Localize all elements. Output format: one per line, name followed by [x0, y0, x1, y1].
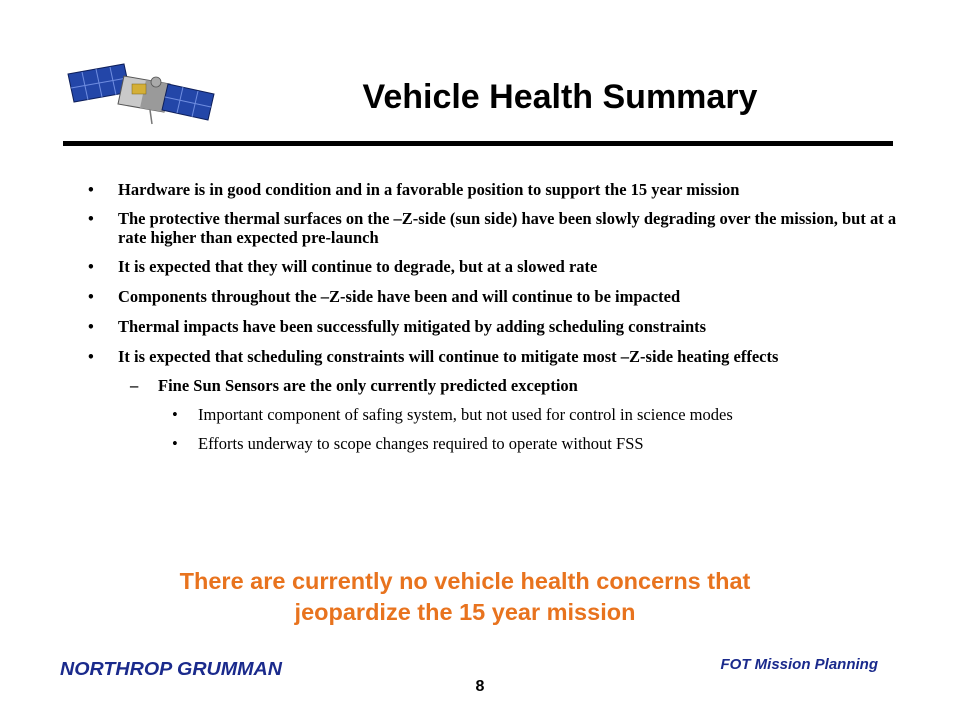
satellite-body	[118, 76, 170, 124]
bullet-marker: –	[130, 376, 139, 395]
conclusion-text	[100, 566, 830, 628]
bullet-marker: •	[172, 405, 178, 424]
bullet-list	[80, 180, 900, 453]
bullet-text: It is expected that scheduling constraints will continue to mitigate most –Z-side heating effects	[118, 347, 779, 366]
bullet-item	[80, 317, 900, 336]
bullet-text: Hardware is in good condition and in a favorable position to support the 15 year mission	[118, 180, 740, 199]
bullet-item	[80, 257, 900, 276]
bullet-item	[80, 209, 900, 247]
slide-title: Vehicle Health Summary	[362, 78, 758, 116]
page-number: 8	[475, 678, 485, 695]
conclusion-line-1: There are currently no vehicle health concerns that	[179, 568, 751, 594]
bullet-item	[80, 287, 900, 306]
bullet-marker: •	[172, 434, 178, 453]
bullet-item	[80, 180, 900, 199]
sub-sub-bullet-item	[80, 405, 900, 424]
bullet-text: Important component of safing system, but not used for control in science modes	[198, 405, 733, 424]
bullet-marker: •	[88, 180, 94, 199]
bullet-item	[80, 347, 900, 366]
bullet-marker: •	[88, 347, 94, 366]
logo-text: NORTHROP GRUMMAN	[60, 659, 284, 679]
bullet-marker: •	[88, 209, 94, 228]
title-divider	[63, 141, 893, 146]
bullet-text: The protective thermal surfaces on the –Z-side (sun side) have been slowly degrading over the mission, but at a rate higher than expected pre-launch	[118, 209, 897, 247]
sub-sub-bullet-item	[80, 434, 900, 453]
bullet-text: Fine Sun Sensors are the only currently predicted exception	[158, 376, 578, 395]
footer-label: FOT Mission Planning	[720, 656, 878, 673]
bullet-marker: •	[88, 257, 94, 276]
solar-panel-right	[162, 84, 214, 120]
northrop-grumman-logo	[58, 656, 286, 680]
bullet-text: Efforts underway to scope changes required to operate without FSS	[198, 434, 644, 453]
satellite-image	[66, 58, 216, 128]
sub-bullet-item	[80, 376, 900, 395]
bullet-text: Components throughout the –Z-side have been and will continue to be impacted	[118, 287, 681, 306]
bullet-text: Thermal impacts have been successfully mitigated by adding scheduling constraints	[118, 317, 707, 336]
conclusion-line-2: jeopardize the 15 year mission	[294, 599, 636, 625]
bullet-text: It is expected that they will continue to degrade, but at a slowed rate	[118, 257, 598, 276]
bullet-marker: •	[88, 317, 94, 336]
bullet-marker: •	[88, 287, 94, 306]
